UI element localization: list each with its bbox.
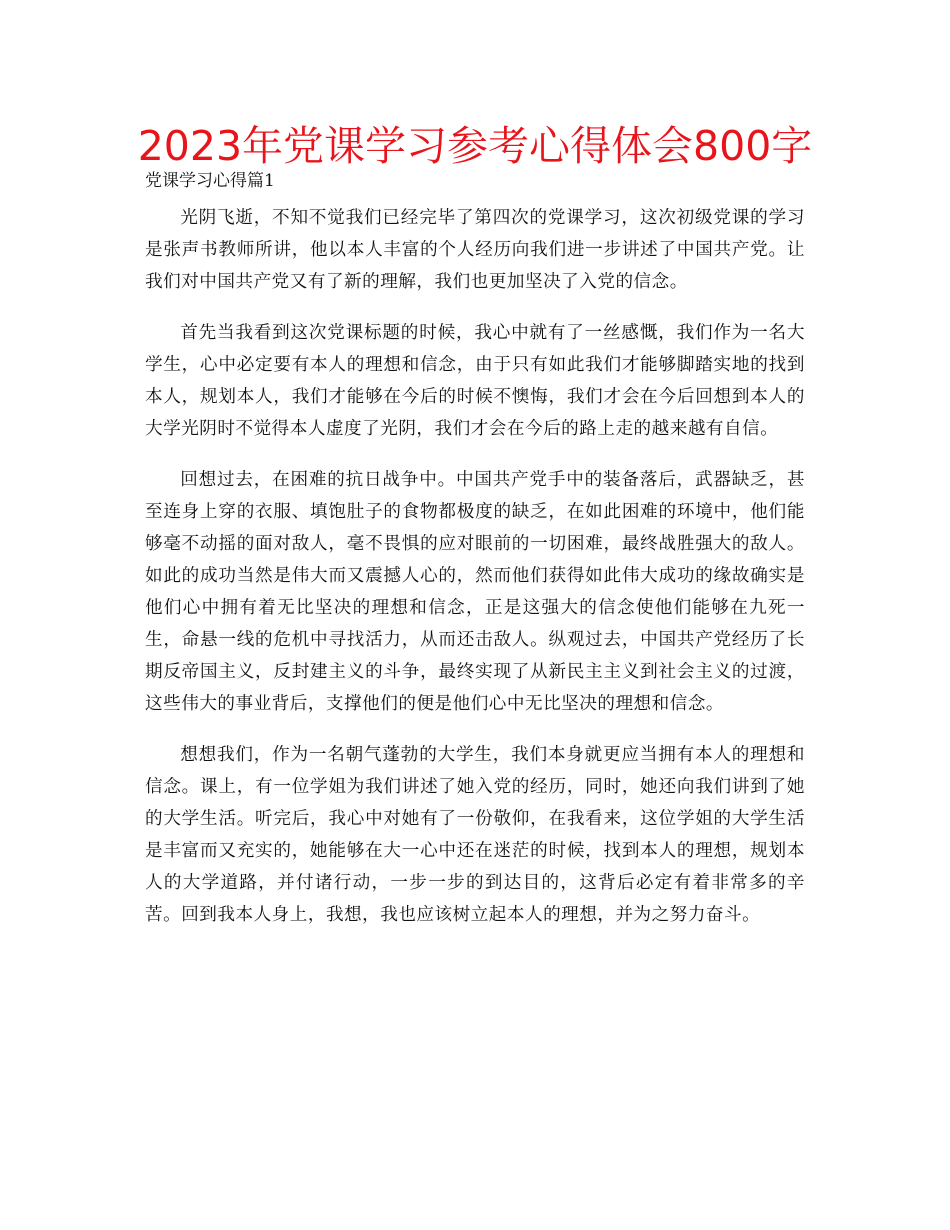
document-body xyxy=(145,202,805,950)
paragraph: 想想我们，作为一名朝气蓬勃的大学生，我们本身就更应当拥有本人的理想和信念。课上，有一位学姐为我们讲述了她入党的经历，同时，她还向我们讲到了她的大学生活。听完后，我心中对她有了一份敬仰，在我看来，这位学姐的大学生活是丰富而又充实的，她能够在大一心中还在迷茫的时候，找到本人的理想，规划本人的大学道路，并付诸行动，一步一步的到达目的，这背后必定有着非常多的辛苦。回到我本人身上，我想，我也应该树立起本人的理想，并为之努力奋斗。 xyxy=(145,745,805,925)
paragraph: 首先当我看到这次党课标题的时候，我心中就有了一丝感慨，我们作为一名大学生，心中必定要有本人的理想和信念，由于只有如此我们才能够脚踏实地的找到本人，规划本人，我们才能够在今后的时候不懊悔，我们才会在今后回想到本人的大学光阴时不觉得本人虚度了光阴，我们才会在今后的路上走的越来越有自信。 xyxy=(145,323,805,439)
paragraph: 回想过去，在困难的抗日战争中。中国共产党手中的装备落后，武器缺乏，甚至连身上穿的衣服、填饱肚子的食物都极度的缺乏，在如此困难的环境中，他们能够毫不动摇的面对敌人，毫不畏惧的应对眼前的一切困难，最终战胜强大的敌人。如此的成功当然是伟大而又震撼人心的，然而他们获得如此伟大成功的缘故确实是他们心中拥有着无比坚决的理想和信念，正是这强大的信念使他们能够在九死一生，命悬一线的危机中寻找活力，从而还击敌人。纵观过去，中国共产党经历了长期反帝国主义，反封建主义的斗争，最终实现了从新民主主义到社会主义的过渡，这些伟大的事业背后，支撑他们的便是他们心中无比坚决的理想和信念。 xyxy=(145,470,805,714)
paragraph: 光阴飞逝，不知不觉我们已经完毕了第四次的党课学习，这次初级党课的学习是张声书教师所讲，他以本人丰富的个人经历向我们进一步讲述了中国共产党。让我们对中国共产党又有了新的理解，我们也更加坚决了入党的信念。 xyxy=(145,208,805,292)
document-subtitle: 党课学习心得篇1 xyxy=(145,171,275,191)
document-title: 2023年党课学习参考心得体会800字 xyxy=(137,122,813,170)
